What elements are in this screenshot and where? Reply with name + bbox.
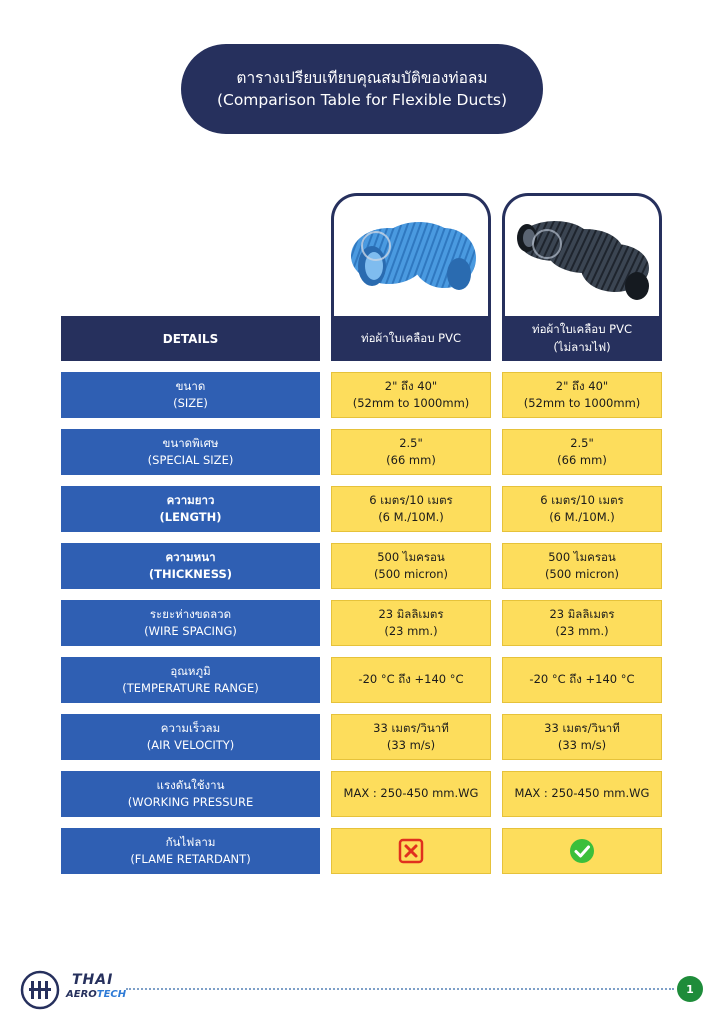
black-flexible-duct-photo (505, 196, 659, 316)
row-label-english: (FLAME RETARDANT) (130, 852, 251, 866)
value-primary: 23 มิลลิเมตร (549, 606, 615, 621)
value-cell-pvc-flame-retardant (502, 771, 662, 817)
value-primary: -20 °C ถึง +140 °C (529, 672, 635, 687)
value-cell-pvc (331, 657, 491, 703)
row-label-thai: ความเร็วลม (160, 720, 221, 735)
blue-flexible-duct-photo (334, 196, 488, 316)
value-cell-pvc (331, 543, 491, 589)
page-number-badge (677, 976, 703, 1002)
page-number: 1 (686, 982, 694, 996)
value-cell-pvc (331, 429, 491, 475)
row-label (61, 771, 320, 817)
row-label-thai: ระยะห่างขดลวด (149, 606, 232, 621)
value-secondary: (23 mm.) (384, 624, 438, 638)
value-secondary: (500 micron) (544, 567, 620, 581)
value-primary: 23 มิลลิเมตร (378, 606, 444, 621)
title-thai: ตารางเปรียบเทียบคุณสมบัติของท่อลม (236, 68, 488, 87)
value-primary: 500 ไมครอน (377, 549, 445, 564)
logo-text-tech: TECH (96, 989, 127, 1000)
value-cell-pvc-flame-retardant (502, 714, 662, 760)
row-label-thai: อุณหภูมิ (170, 663, 211, 678)
value-secondary: (6 M./10M.) (549, 510, 615, 524)
value-secondary: (33 m/s) (386, 738, 436, 752)
row-label-thai: กันไฟลาม (165, 834, 216, 849)
value-cell-pvc-flame-retardant (502, 657, 662, 703)
value-cell-pvc (331, 828, 491, 874)
value-cell-pvc-flame-retardant (502, 486, 662, 532)
value-primary: 2.5" (399, 435, 423, 450)
row-label-english: (WIRE SPACING) (144, 624, 237, 638)
row-label-thai: ความหนา (165, 549, 216, 564)
value-secondary: (500 micron) (373, 567, 449, 581)
value-primary: MAX : 250-450 mm.WG (343, 786, 479, 801)
value-primary: 6 เมตร/10 เมตร (369, 492, 453, 507)
value-primary: 2.5" (570, 435, 594, 450)
product-name-note: (ไม่ลามไฟ) (553, 339, 611, 354)
value-cell-pvc-flame-retardant (502, 543, 662, 589)
logo-text-aerotech (66, 989, 126, 1000)
row-label-english: (TEMPERATURE RANGE) (122, 681, 259, 695)
value-secondary: (66 mm) (557, 453, 607, 467)
value-primary: 2" ถึง 40" (555, 378, 609, 393)
row-label (61, 600, 320, 646)
row-label (61, 372, 320, 418)
value-cell-pvc (331, 372, 491, 418)
value-secondary: (33 m/s) (557, 738, 607, 752)
logo-mark-icon (20, 970, 60, 1010)
logo-text-aero: AERO (66, 989, 97, 1000)
row-label (61, 543, 320, 589)
value-primary: 33 เมตร/วินาที (544, 720, 620, 735)
row-label-english: (SPECIAL SIZE) (147, 453, 234, 467)
value-primary: 500 ไมครอน (548, 549, 616, 564)
row-label-thai: แรงดันใช้งาน (156, 777, 225, 792)
row-label (61, 429, 320, 475)
page-title (181, 44, 543, 134)
value-secondary: (6 M./10M.) (378, 510, 444, 524)
value-cell-pvc-flame-retardant (502, 600, 662, 646)
details-header (61, 316, 320, 361)
product-header-pvc (331, 316, 491, 361)
product-name: ท่อผ้าใบเคลือบ PVC (361, 330, 461, 345)
value-primary: 6 เมตร/10 เมตร (540, 492, 624, 507)
value-secondary: (66 mm) (386, 453, 436, 467)
row-label (61, 828, 320, 874)
details-header-label: DETAILS (162, 331, 219, 346)
value-cell-pvc-flame-retardant (502, 828, 662, 874)
product-header-pvc-flame-retardant (502, 316, 662, 361)
value-cell-pvc (331, 600, 491, 646)
row-label (61, 486, 320, 532)
value-primary: -20 °C ถึง +140 °C (358, 672, 464, 687)
thai-aerotech-logo (20, 968, 130, 1012)
value-secondary: (52mm to 1000mm) (352, 396, 470, 410)
row-label-thai: ความยาว (166, 492, 215, 507)
value-cell-pvc-flame-retardant (502, 429, 662, 475)
value-secondary: (23 mm.) (555, 624, 609, 638)
value-secondary: (52mm to 1000mm) (523, 396, 641, 410)
row-label-english: (SIZE) (173, 396, 208, 410)
check-mark-icon (569, 838, 595, 864)
row-label (61, 657, 320, 703)
value-cell-pvc (331, 714, 491, 760)
row-label-thai: ขนาดพิเศษ (162, 435, 219, 450)
value-primary: MAX : 250-450 mm.WG (514, 786, 650, 801)
row-label-thai: ขนาด (175, 378, 206, 393)
value-primary: 33 เมตร/วินาที (373, 720, 449, 735)
title-english: (Comparison Table for Flexible Ducts) (216, 91, 508, 109)
logo-text-thai: THAI (72, 972, 114, 988)
value-primary: 2" ถึง 40" (384, 378, 438, 393)
row-label (61, 714, 320, 760)
row-label-english: (WORKING PRESSURE (127, 795, 254, 809)
value-cell-pvc (331, 771, 491, 817)
row-label-english: (LENGTH) (159, 510, 222, 524)
x-mark-icon (398, 838, 424, 864)
product-name: ท่อผ้าใบเคลือบ PVC (532, 322, 632, 337)
value-cell-pvc (331, 486, 491, 532)
value-cell-pvc-flame-retardant (502, 372, 662, 418)
row-label-english: (THICKNESS) (148, 567, 233, 581)
row-label-english: (AIR VELOCITY) (146, 738, 235, 752)
footer-divider (126, 988, 674, 990)
